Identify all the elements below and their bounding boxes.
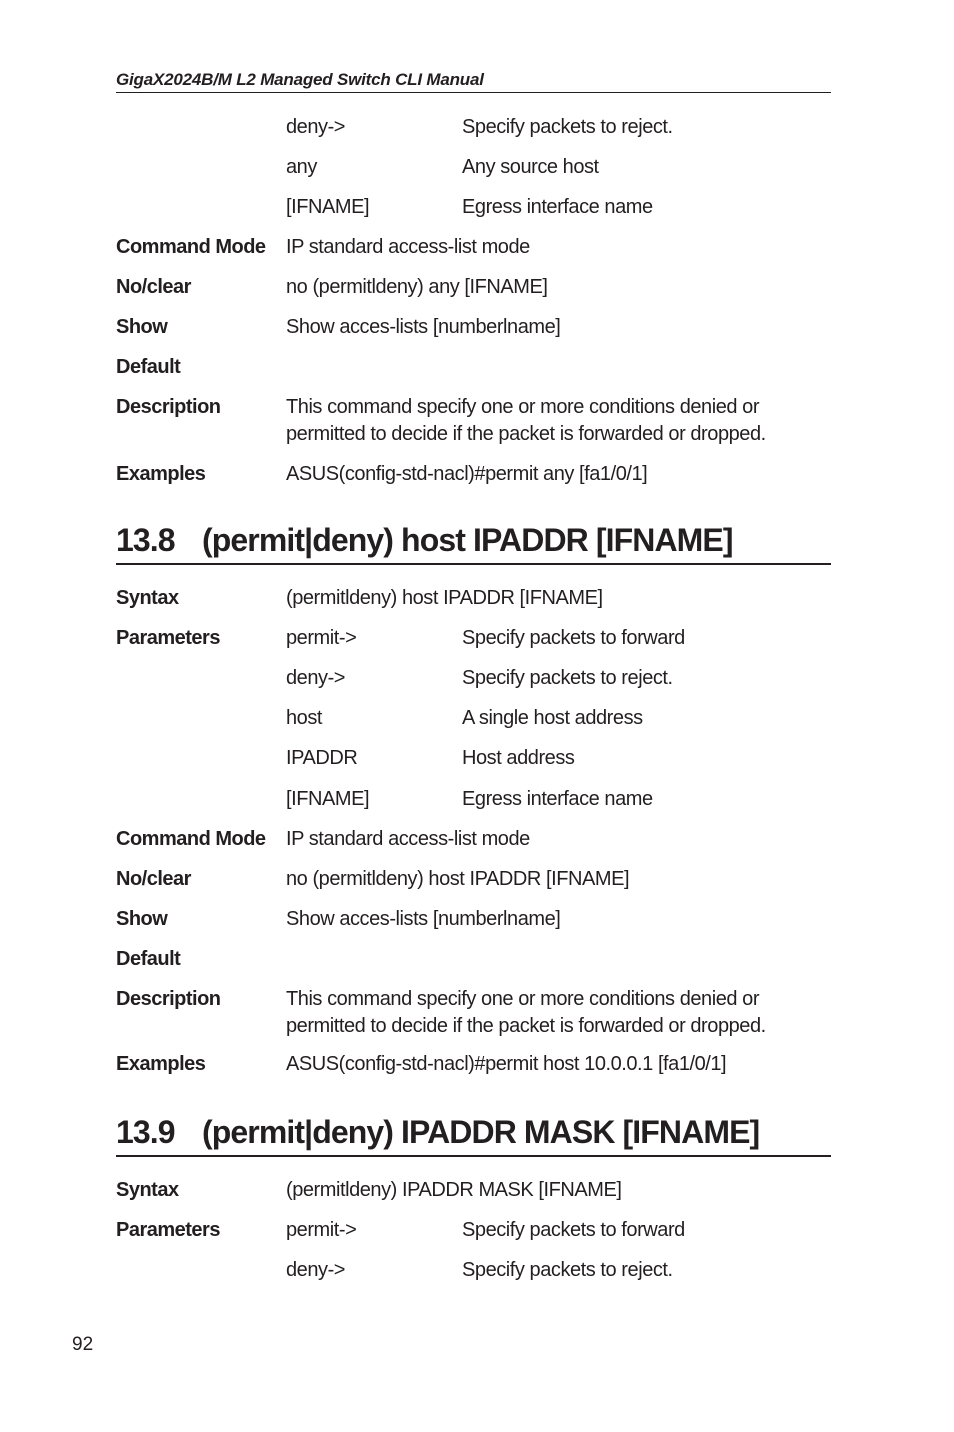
show-label: Show [116,316,168,338]
section-title: (permit|deny) IPADDR MASK [IFNAME] [202,1114,760,1150]
syntax-value: (permitldeny) IPADDR MASK [IFNAME] [286,1179,622,1201]
command-mode-label: Command Mode [116,236,266,258]
parameters-label: Parameters [116,1219,220,1241]
param-desc: Egress interface name [462,788,653,810]
param-name: [IFNAME] [286,196,370,218]
description-label: Description [116,396,221,418]
show-value: Show acces-lists [numberlname] [286,316,561,338]
show-value: Show acces-lists [numberlname] [286,908,561,930]
show-label: Show [116,908,168,930]
command-mode-value: IP standard access-list mode [286,236,530,258]
param-desc: Specify packets to reject. [462,116,673,138]
param-name: deny-> [286,116,346,138]
noclear-value: no (permitldeny) any [IFNAME] [286,276,548,298]
param-desc: Specify packets to reject. [462,667,673,689]
page-number: 92 [72,1334,94,1355]
examples-value: ASUS(config-std-nacl)#permit host 10.0.0.1 [fa1/0/1] [286,1053,727,1075]
description-label: Description [116,988,221,1010]
examples-label: Examples [116,463,206,485]
param-desc: Specify packets to forward [462,1219,685,1241]
description-value: This command specify one or more conditions denied or permitted to decide if the packet is forwarded or dropped. [286,396,766,445]
section-title: (permit|deny) host IPADDR [IFNAME] [202,522,733,558]
syntax-label: Syntax [116,1179,179,1201]
section-number: 13.9 [116,1114,175,1150]
default-label: Default [116,356,181,378]
section-heading-13-8 [116,520,831,565]
section-number: 13.8 [116,522,175,558]
param-name: permit-> [286,1219,357,1241]
noclear-value: no (permitldeny) host IPADDR [IFNAME] [286,868,630,890]
command-mode-value: IP standard access-list mode [286,828,530,850]
param-name: deny-> [286,1259,346,1281]
syntax-value: (permitldeny) host IPADDR [IFNAME] [286,587,603,609]
param-name: permit-> [286,627,357,649]
syntax-label: Syntax [116,587,179,609]
default-label: Default [116,948,181,970]
noclear-label: No/clear [116,276,191,298]
param-name: any [286,156,317,178]
param-name: host [286,707,323,729]
param-desc: Egress interface name [462,196,653,218]
param-desc: Host address [462,747,575,769]
description-value: This command specify one or more conditions denied or permitted to decide if the packet is forwarded or dropped. [286,988,766,1037]
section-heading-13-9 [116,1112,831,1157]
param-name: [IFNAME] [286,788,370,810]
examples-label: Examples [116,1053,206,1075]
param-desc: A single host address [462,707,643,729]
param-desc: Specify packets to reject. [462,1259,673,1281]
param-name: IPADDR [286,747,358,769]
command-mode-label: Command Mode [116,828,266,850]
param-desc: Specify packets to forward [462,627,685,649]
running-header: GigaX2024B/M L2 Managed Switch CLI Manual [116,70,831,93]
param-name: deny-> [286,667,346,689]
noclear-label: No/clear [116,868,191,890]
examples-value: ASUS(config-std-nacl)#permit any [fa1/0/1] [286,463,648,485]
parameters-label: Parameters [116,627,220,649]
param-desc: Any source host [462,156,599,178]
